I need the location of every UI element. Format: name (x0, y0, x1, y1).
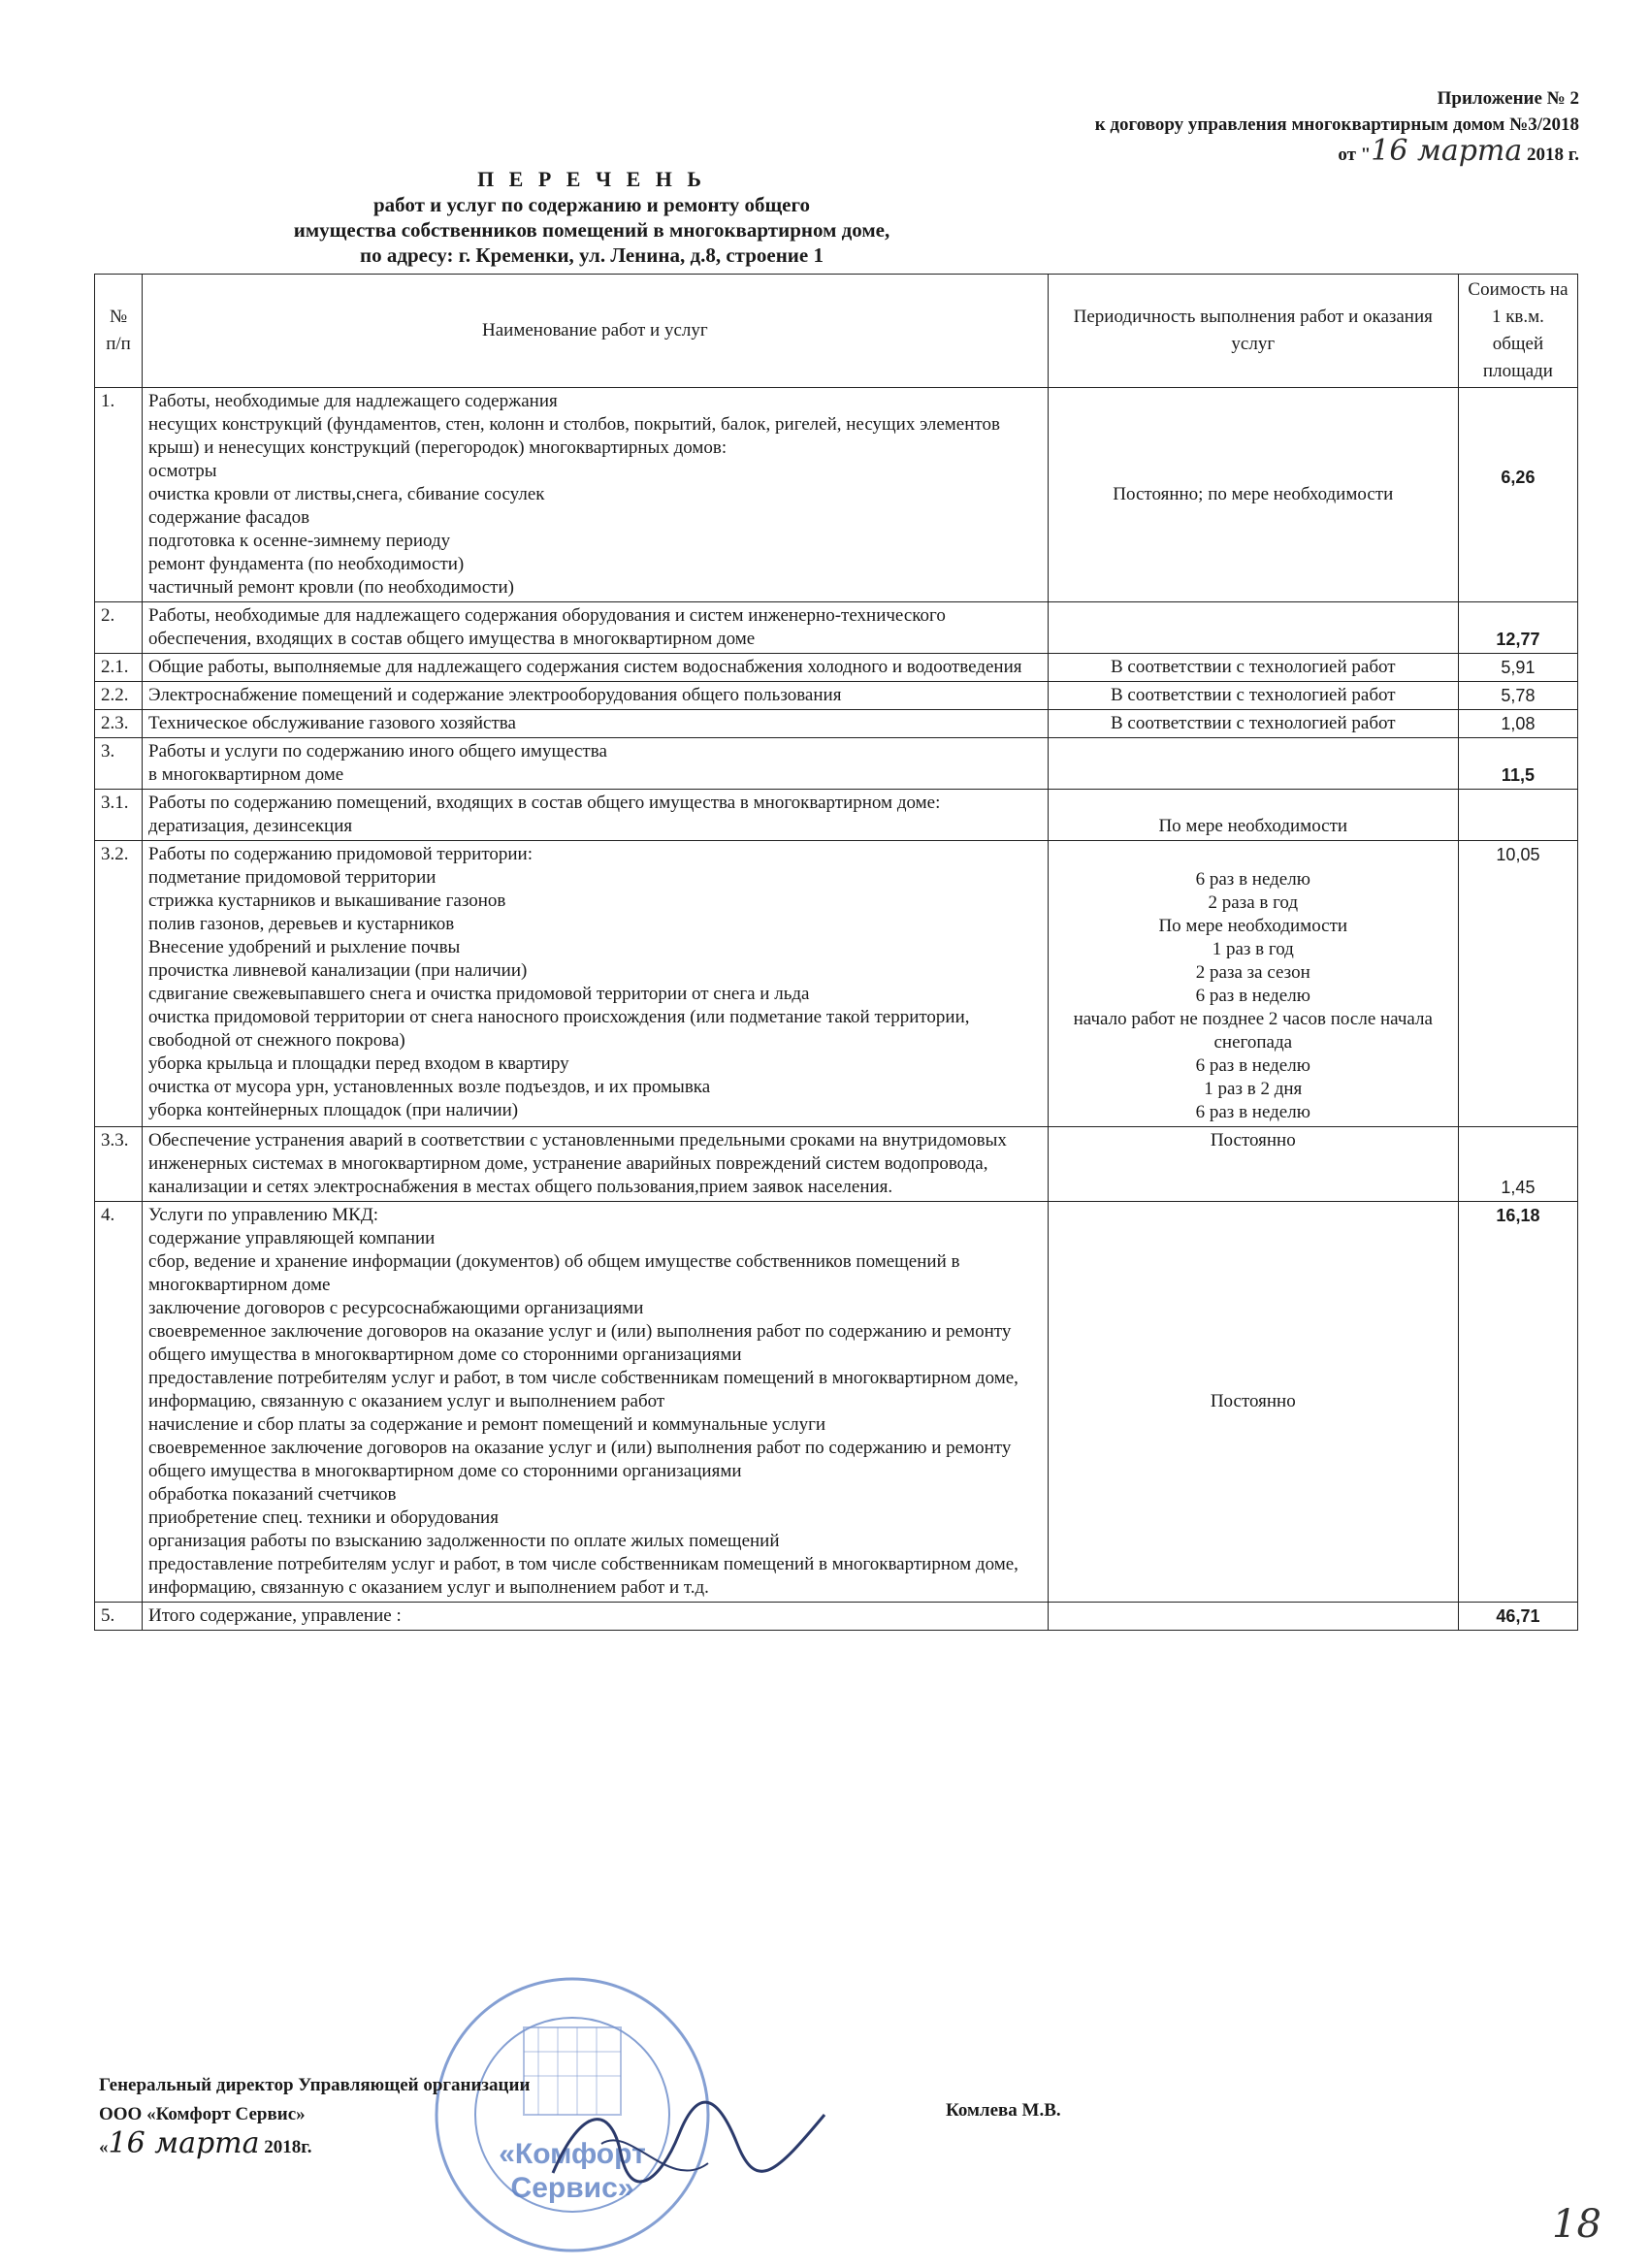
appendix-date-prefix: от " (1338, 145, 1372, 165)
header-period: Периодичность выполнения работ и оказания услуг (1048, 275, 1458, 388)
row-number: 2. (95, 602, 143, 654)
row-number: 2.1. (95, 654, 143, 682)
service-name-line: Работы и услуги по содержанию иного общего имущества (148, 741, 607, 761)
table-header-row (95, 275, 1578, 388)
appendix-line-3 (1095, 134, 1579, 168)
signature-date-handwritten: 16 марта (108, 2126, 260, 2160)
row-cost: 12,77 (1458, 602, 1577, 654)
periodicity-line: По мере необходимости (1158, 916, 1348, 936)
periodicity-line: Постоянно; по мере необходимости (1113, 484, 1394, 504)
row-cost: 10,05 (1458, 841, 1577, 1127)
service-name-line: осмотры (148, 461, 217, 481)
row-number: 3. (95, 738, 143, 790)
service-name-line: Услуги по управлению МКД: (148, 1205, 379, 1225)
service-name-line: предоставление потребителям услуг и работ, в том числе собственникам помещений в многоквартирном доме, информацию, связанную с оказанием услуг и выполнением работ (148, 1368, 1018, 1411)
row-periodicity (1048, 1202, 1458, 1603)
title-line-4: по адресу: г. Кременки, ул. Ленина, д.8, строение 1 (360, 243, 824, 267)
service-name-line: уборка контейнерных площадок (при наличии) (148, 1100, 519, 1120)
service-name-line: очистка придомовой территории от снега наносного происхождения (или подметание такой территории, свободной от снежного покрова) (148, 1007, 970, 1051)
periodicity-line: В соответствии с технологией работ (1110, 657, 1396, 677)
table-row (95, 682, 1578, 710)
service-name-line: приобретение спец. техники и оборудования (148, 1507, 499, 1528)
periodicity-line: 6 раз в неделю (1195, 1055, 1310, 1076)
row-service-name (143, 738, 1049, 790)
service-name-line: уборка крыльца и площадки перед входом в квартиру (148, 1053, 569, 1074)
row-cost: 5,91 (1458, 654, 1577, 682)
row-cost: 16,18 (1458, 1202, 1577, 1603)
service-name-line: содержание фасадов (148, 507, 310, 528)
table-row (95, 841, 1578, 1127)
table-row (95, 602, 1578, 654)
table-row (95, 738, 1578, 790)
table-row (95, 1202, 1578, 1603)
row-periodicity (1048, 738, 1458, 790)
row-cost: 46,71 (1458, 1603, 1577, 1631)
service-name-line: Электроснабжение помещений и содержание электрооборудования общего пользования (148, 685, 842, 705)
title-line-2: работ и услуг по содержанию и ремонту общего (372, 193, 811, 216)
appendix-header (1095, 85, 1579, 168)
service-name-line: содержание управляющей компании (148, 1228, 436, 1248)
document-title (0, 167, 1183, 268)
service-name-line: прочистка ливневой канализации (при наличии) (148, 960, 528, 981)
row-periodicity (1048, 1127, 1458, 1202)
row-cost: 11,5 (1458, 738, 1577, 790)
service-name-line: Внесение удобрений и рыхление почвы (148, 937, 461, 957)
periodicity-line: 6 раз в неделю (1195, 986, 1310, 1006)
appendix-line-1: Приложение № 2 (1437, 88, 1579, 109)
service-name-line: несущих конструкций (фундаментов, стен, колонн и столбов, покрытий, балок, ригелей, несущих элементов крыш) и ненесущих конструкций (перегородок) многоквартирных домов: (148, 414, 1000, 458)
row-number: 2.2. (95, 682, 143, 710)
service-name-line: дератизация, дезинсекция (148, 816, 353, 836)
row-number: 1. (95, 388, 143, 602)
service-name-line: очистка от мусора урн, установленных возле подъездов, и их промывка (148, 1077, 711, 1097)
service-name-line: обработка показаний счетчиков (148, 1484, 397, 1505)
row-periodicity (1048, 388, 1458, 602)
row-number: 2.3. (95, 710, 143, 738)
row-cost: 1,08 (1458, 710, 1577, 738)
periodicity-line: В соответствии с технологией работ (1110, 713, 1396, 733)
periodicity-line: Постоянно (1210, 1391, 1296, 1411)
title-line-1: П Е Р Е Ч Е Н Ь (477, 167, 706, 191)
periodicity-line: 1 раз в год (1212, 939, 1294, 959)
service-name-line: Работы по содержанию помещений, входящих в состав общего имущества в многоквартирном доме: (148, 793, 941, 813)
signer-position: Генеральный директор Управляющей организации (99, 2075, 531, 2095)
periodicity-line: Постоянно (1210, 1130, 1296, 1150)
header-cost: Соимость на 1 кв.м. общей площади (1458, 275, 1577, 388)
row-service-name (143, 1603, 1049, 1631)
periodicity-line: 2 раза за сезон (1195, 962, 1310, 983)
service-name-line: сдвигание свежевыпавшего снега и очистка придомовой территории от снега и льда (148, 984, 810, 1004)
service-name-line: подготовка к осенне-зимнему периоду (148, 531, 451, 551)
service-name-line: Работы, необходимые для надлежащего содержания оборудования и систем инженерно-технического обеспечения, входящих в состав общего имущества в многоквартирном доме (148, 605, 946, 649)
appendix-date-suffix: 2018 г. (1522, 145, 1579, 165)
row-periodicity (1048, 654, 1458, 682)
row-number: 3.2. (95, 841, 143, 1127)
header-name: Наименование работ и услуг (143, 275, 1049, 388)
periodicity-line: начало работ не позднее 2 часов после начала снегопада (1073, 1009, 1433, 1053)
signature (543, 2086, 834, 2202)
row-periodicity (1048, 682, 1458, 710)
signature-block (99, 2071, 530, 2162)
row-service-name (143, 841, 1049, 1127)
table-row (95, 1127, 1578, 1202)
table-row (95, 710, 1578, 738)
service-name-line: своевременное заключение договоров на оказание услуг и (или) выполнения работ по содержанию и ремонту общего имущества в многоквартирном доме со сторонними организациями (148, 1321, 1012, 1365)
row-periodicity (1048, 790, 1458, 841)
service-name-line: заключение договоров с ресурсоснабжающими организациями (148, 1298, 644, 1318)
row-cost: 1,45 (1458, 1127, 1577, 1202)
row-cost: 5,78 (1458, 682, 1577, 710)
row-service-name (143, 388, 1049, 602)
service-name-line: организация работы по взысканию задолженности по оплате жилых помещений (148, 1531, 780, 1551)
service-name-line: ремонт фундамента (по необходимости) (148, 554, 465, 574)
table-row (95, 1603, 1578, 1631)
appendix-line-2: к договору управления многоквартирным домом №3/2018 (1094, 114, 1579, 135)
row-number: 3.3. (95, 1127, 143, 1202)
row-service-name (143, 654, 1049, 682)
service-name-line: Техническое обслуживание газового хозяйства (148, 713, 516, 733)
row-service-name (143, 602, 1049, 654)
service-name-line: сбор, ведение и хранение информации (документов) об общем имуществе собственников помещений в многоквартирном доме (148, 1251, 960, 1295)
row-periodicity (1048, 602, 1458, 654)
service-name-line: Обеспечение устранения аварий в соответствии с установленными предельными сроками на внутридомовых инженерных системах в многоквартирном доме, устранение аварийных повреждений систем водопровода, канализации и сетях электроснабжения в местах общего пользования,прием заявок населения. (148, 1130, 1007, 1197)
row-service-name (143, 682, 1049, 710)
row-number: 4. (95, 1202, 143, 1603)
title-line-3: имущества собственников помещений в многоквартирном доме, (293, 218, 890, 242)
signature-date-suffix: 2018г. (259, 2137, 312, 2157)
svg-text:Сервис»: Сервис» (510, 2172, 634, 2204)
service-name-line: Работы по содержанию придомовой территории: (148, 844, 534, 864)
service-name-line: Общие работы, выполняемые для надлежащего содержания систем водоснабжения холодного и водоотведения (148, 657, 1022, 677)
service-name-line: очистка кровли от листвы,снега, сбивание сосулек (148, 484, 545, 504)
signer-name: Комлева М.В. (946, 2100, 1061, 2121)
service-name-line: своевременное заключение договоров на оказание услуг и (или) выполнения работ по содержанию и ремонту общего имущества в многоквартирном доме со сторонними организациями (148, 1438, 1012, 1481)
table-row (95, 790, 1578, 841)
periodicity-line: По мере необходимости (1158, 816, 1348, 836)
periodicity-line: 1 раз в 2 дня (1204, 1079, 1303, 1099)
service-name-line: частичный ремонт кровли (по необходимости) (148, 577, 514, 598)
svg-text:«Комфорт: «Комфорт (499, 2138, 646, 2170)
row-cost: 6,26 (1458, 388, 1577, 602)
periodicity-line: 2 раза в год (1208, 892, 1299, 913)
row-cost (1458, 790, 1577, 841)
row-service-name (143, 790, 1049, 841)
periodicity-line: 6 раз в неделю (1195, 869, 1310, 890)
header-num: № п/п (95, 275, 143, 388)
service-name-line: предоставление потребителям услуг и работ, в том числе собственникам помещений в многоквартирном доме, информацию, связанную с оказанием услуг и выполнением работ и т.д. (148, 1554, 1018, 1598)
service-name-line: Работы, необходимые для надлежащего содержания (148, 391, 558, 411)
service-name-line: Итого содержание, управление : (148, 1605, 402, 1626)
row-periodicity (1048, 1603, 1458, 1631)
signer-organization: ООО «Комфорт Сервис» (99, 2104, 306, 2124)
row-periodicity (1048, 710, 1458, 738)
row-number: 3.1. (95, 790, 143, 841)
services-table (94, 274, 1578, 1631)
row-service-name (143, 1202, 1049, 1603)
row-number: 5. (95, 1603, 143, 1631)
service-name-line: в многоквартирном доме (148, 764, 344, 785)
service-name-line: начисление и сбор платы за содержание и ремонт помещений и коммунальные услуги (148, 1414, 826, 1435)
table-row (95, 654, 1578, 682)
periodicity-line: В соответствии с технологией работ (1110, 685, 1396, 705)
periodicity-line: 6 раз в неделю (1195, 1102, 1310, 1122)
signature-date-prefix: « (99, 2137, 109, 2157)
page-number: 18 (1552, 2202, 1601, 2247)
appendix-date-handwritten: 16 марта (1371, 134, 1523, 168)
service-name-line: полив газонов, деревьев и кустарников (148, 914, 455, 934)
row-service-name (143, 710, 1049, 738)
table-row (95, 388, 1578, 602)
signature-date (99, 2126, 530, 2162)
row-service-name (143, 1127, 1049, 1202)
service-name-line: стрижка кустарников и выкашивание газонов (148, 891, 506, 911)
row-periodicity (1048, 841, 1458, 1127)
service-name-line: подметание придомовой территории (148, 867, 436, 888)
